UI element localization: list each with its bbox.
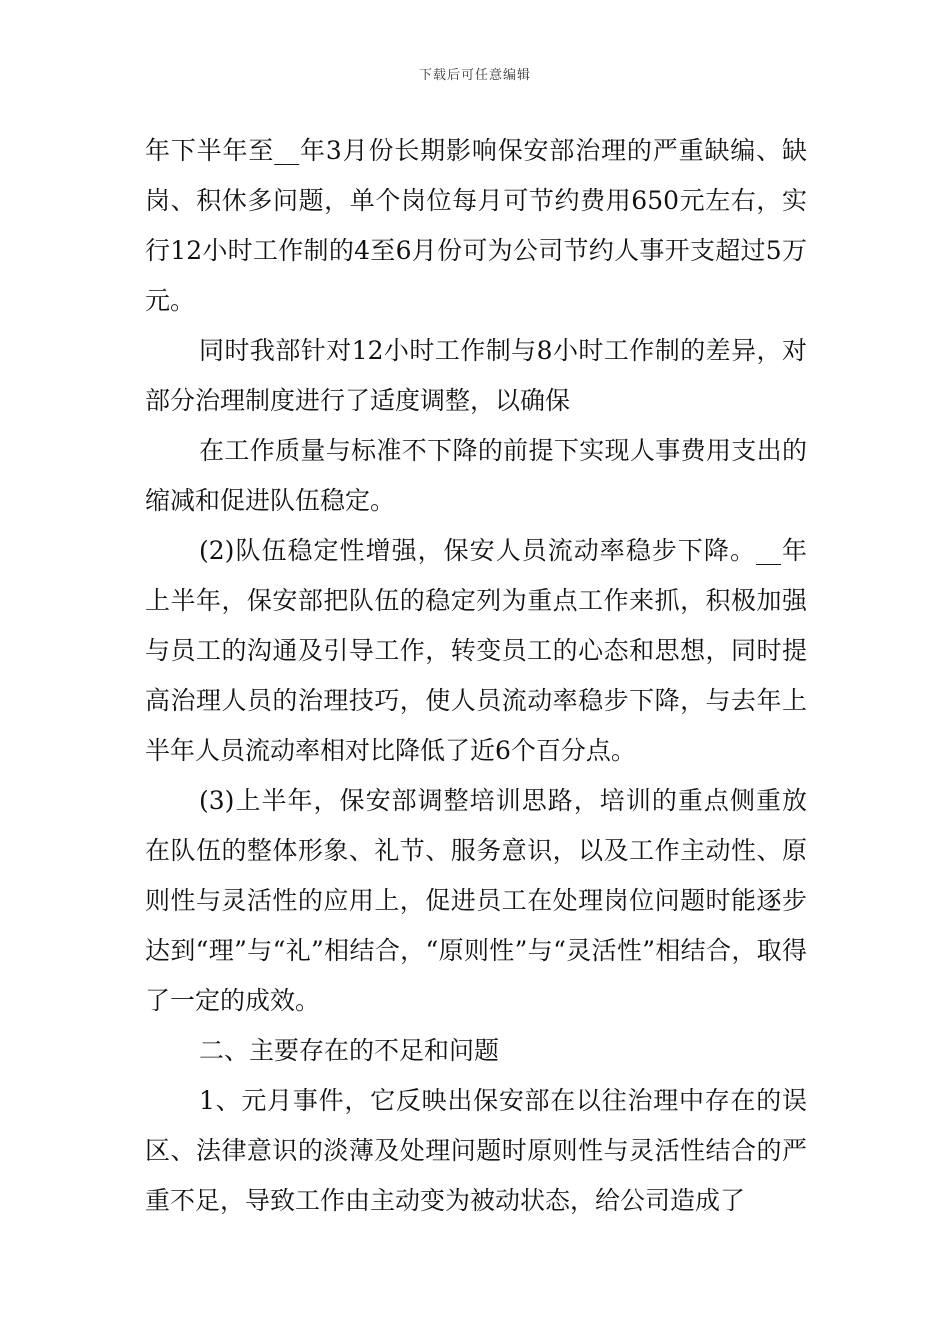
paragraph-team-stability: (2)队伍稳定性增强，保安人员流动率稳步下降。__年上半年，保安部把队伍的稳定列为重点工作来抓，积极加强与员工的沟通及引导工作，转变员工的心态和思想，同时提高治理人员的治理技巧，使人员流动率稳步下降，与去年上半年人员流动率相对比降低了近6个百分点。 <box>145 536 807 765</box>
paragraph-adjustment: 同时我部针对12小时工作制与8小时工作制的差异，对部分治理制度进行了适度调整，以确保 <box>145 336 807 415</box>
section-heading-problems: 二、主要存在的不足和问题 <box>199 1036 500 1065</box>
paragraph-continuation: 年下半年至__年3月份长期影响保安部治理的严重缺编、缺岗、积休多问题，单个岗位每月可节约费用650元左右，实行12小时工作制的4至6月份可为公司节约人事开支超过5万元。 <box>145 136 807 315</box>
page-header-note: 下载后可任意编辑 <box>418 68 531 83</box>
paragraph-training: (3)上半年，保安部调整培训思路，培训的重点侧重放在队伍的整体形象、礼节、服务意识，以及工作主动性、原则性与灵活性的应用上，促进员工在处理岗位问题时能逐步达到“理”与“礼”相结合，“原则性”与“灵活性”相结合，取得了一定的成效。 <box>145 786 807 1015</box>
document-body <box>145 126 807 1226</box>
paragraph-quality: 在工作质量与标准不下降的前提下实现人事费用支出的缩减和促进队伍稳定。 <box>145 436 807 515</box>
paragraph-incident: 1、元月事件，它反映出保安部在以往治理中存在的误区、法律意识的淡薄及处理问题时原则性与灵活性结合的严重不足，导致工作由主动变为被动状态，给公司造成了 <box>145 1086 807 1215</box>
